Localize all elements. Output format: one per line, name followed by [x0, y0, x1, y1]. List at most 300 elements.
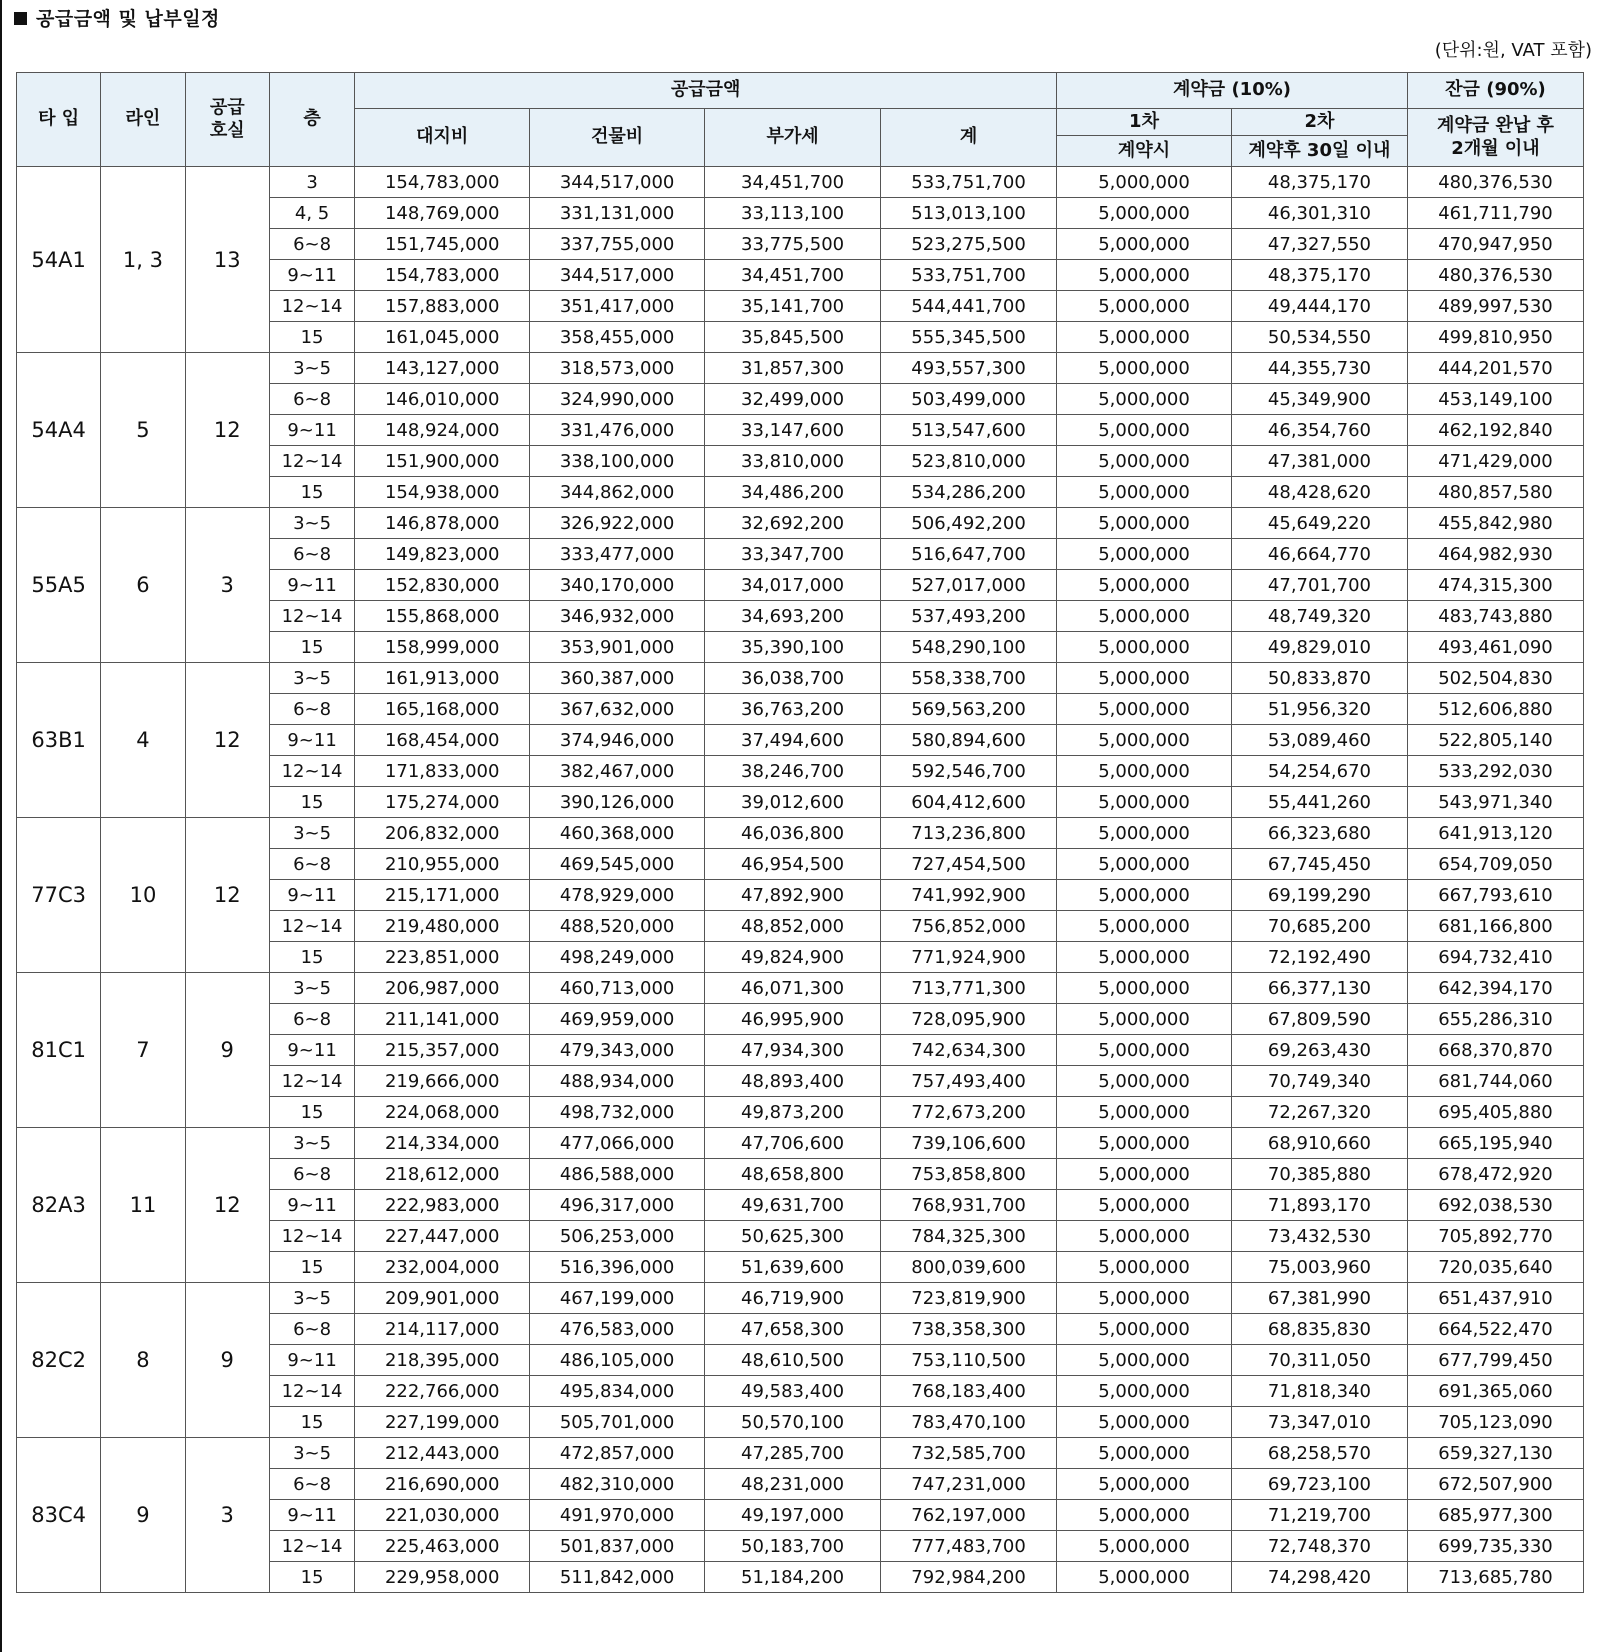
building-cost-cell: 506,253,000	[530, 1221, 705, 1252]
balance-cell: 664,522,470	[1407, 1314, 1583, 1345]
second-payment-cell: 54,254,670	[1231, 756, 1407, 787]
building-cost-cell: 353,901,000	[530, 632, 705, 663]
line-cell: 1, 3	[101, 167, 185, 353]
total-cell: 558,338,700	[881, 663, 1057, 694]
floor-cell: 6~8	[269, 539, 354, 570]
vat-cell: 34,017,000	[705, 570, 881, 601]
building-cost-cell: 367,632,000	[530, 694, 705, 725]
balance-cell: 677,799,450	[1407, 1345, 1583, 1376]
vat-cell: 50,625,300	[705, 1221, 881, 1252]
second-payment-cell: 71,818,340	[1231, 1376, 1407, 1407]
vat-cell: 34,693,200	[705, 601, 881, 632]
building-cost-cell: 516,396,000	[530, 1252, 705, 1283]
vat-cell: 34,486,200	[705, 477, 881, 508]
second-payment-cell: 69,263,430	[1231, 1035, 1407, 1066]
vat-cell: 47,658,300	[705, 1314, 881, 1345]
line-cell: 7	[101, 973, 185, 1128]
second-payment-cell: 68,258,570	[1231, 1438, 1407, 1469]
floor-cell: 12~14	[269, 601, 354, 632]
building-cost-cell: 460,368,000	[530, 818, 705, 849]
line-cell: 10	[101, 818, 185, 973]
header-land: 대지비	[355, 109, 530, 167]
vat-cell: 35,845,500	[705, 322, 881, 353]
total-cell: 723,819,900	[881, 1283, 1057, 1314]
table-row	[17, 353, 1584, 384]
land-cost-cell: 151,900,000	[355, 446, 530, 477]
building-cost-cell: 488,934,000	[530, 1066, 705, 1097]
floor-cell: 15	[269, 632, 354, 663]
second-payment-cell: 48,428,620	[1231, 477, 1407, 508]
header-units: 공급 호실	[185, 73, 269, 167]
building-cost-cell: 358,455,000	[530, 322, 705, 353]
first-payment-cell: 5,000,000	[1057, 198, 1232, 229]
land-cost-cell: 229,958,000	[355, 1562, 530, 1593]
building-cost-cell: 337,755,000	[530, 229, 705, 260]
land-cost-cell: 222,983,000	[355, 1190, 530, 1221]
vat-cell: 49,873,200	[705, 1097, 881, 1128]
vat-cell: 32,499,000	[705, 384, 881, 415]
header-vat: 부가세	[705, 109, 881, 167]
first-payment-cell: 5,000,000	[1057, 477, 1232, 508]
first-payment-cell: 5,000,000	[1057, 1407, 1232, 1438]
second-payment-cell: 44,355,730	[1231, 353, 1407, 384]
type-cell: 77C3	[17, 818, 101, 973]
floor-cell: 15	[269, 322, 354, 353]
line-cell: 4	[101, 663, 185, 818]
units-cell: 12	[185, 1128, 269, 1283]
second-payment-cell: 45,349,900	[1231, 384, 1407, 415]
total-cell: 513,013,100	[881, 198, 1057, 229]
balance-cell: 681,166,800	[1407, 911, 1583, 942]
table-row	[17, 167, 1584, 198]
total-cell: 771,924,900	[881, 942, 1057, 973]
total-cell: 768,183,400	[881, 1376, 1057, 1407]
second-payment-cell: 48,375,170	[1231, 167, 1407, 198]
land-cost-cell: 155,868,000	[355, 601, 530, 632]
vat-cell: 47,706,600	[705, 1128, 881, 1159]
second-payment-cell: 50,534,550	[1231, 322, 1407, 353]
units-cell: 12	[185, 353, 269, 508]
first-payment-cell: 5,000,000	[1057, 849, 1232, 880]
floor-cell: 15	[269, 942, 354, 973]
first-payment-cell: 5,000,000	[1057, 601, 1232, 632]
second-payment-cell: 53,089,460	[1231, 725, 1407, 756]
balance-cell: 499,810,950	[1407, 322, 1583, 353]
total-cell: 768,931,700	[881, 1190, 1057, 1221]
vat-cell: 37,494,600	[705, 725, 881, 756]
first-payment-cell: 5,000,000	[1057, 570, 1232, 601]
floor-cell: 15	[269, 1407, 354, 1438]
land-cost-cell: 171,833,000	[355, 756, 530, 787]
header-second: 2차	[1231, 109, 1407, 136]
table-row	[17, 1438, 1584, 1469]
total-cell: 732,585,700	[881, 1438, 1057, 1469]
floor-cell: 3~5	[269, 818, 354, 849]
first-payment-cell: 5,000,000	[1057, 291, 1232, 322]
total-cell: 784,325,300	[881, 1221, 1057, 1252]
total-cell: 756,852,000	[881, 911, 1057, 942]
vat-cell: 34,451,700	[705, 167, 881, 198]
floor-cell: 3~5	[269, 663, 354, 694]
square-bullet-icon	[14, 12, 27, 25]
land-cost-cell: 206,832,000	[355, 818, 530, 849]
total-cell: 580,894,600	[881, 725, 1057, 756]
total-cell: 800,039,600	[881, 1252, 1057, 1283]
balance-cell: 699,735,330	[1407, 1531, 1583, 1562]
balance-cell: 691,365,060	[1407, 1376, 1583, 1407]
building-cost-cell: 478,929,000	[530, 880, 705, 911]
balance-cell: 665,195,940	[1407, 1128, 1583, 1159]
second-payment-cell: 47,327,550	[1231, 229, 1407, 260]
total-cell: 534,286,200	[881, 477, 1057, 508]
type-cell: 54A1	[17, 167, 101, 353]
second-payment-cell: 68,910,660	[1231, 1128, 1407, 1159]
units-cell: 3	[185, 1438, 269, 1593]
building-cost-cell: 486,105,000	[530, 1345, 705, 1376]
first-payment-cell: 5,000,000	[1057, 1376, 1232, 1407]
floor-cell: 12~14	[269, 291, 354, 322]
floor-cell: 9~11	[269, 1035, 354, 1066]
building-cost-cell: 501,837,000	[530, 1531, 705, 1562]
balance-cell: 462,192,840	[1407, 415, 1583, 446]
header-type: 타 입	[17, 73, 101, 167]
floor-cell: 3	[269, 167, 354, 198]
vat-cell: 36,763,200	[705, 694, 881, 725]
balance-cell: 642,394,170	[1407, 973, 1583, 1004]
units-cell: 13	[185, 167, 269, 353]
balance-cell: 705,892,770	[1407, 1221, 1583, 1252]
second-payment-cell: 47,701,700	[1231, 570, 1407, 601]
balance-cell: 651,437,910	[1407, 1283, 1583, 1314]
second-payment-cell: 73,347,010	[1231, 1407, 1407, 1438]
land-cost-cell: 211,141,000	[355, 1004, 530, 1035]
total-cell: 503,499,000	[881, 384, 1057, 415]
total-cell: 762,197,000	[881, 1500, 1057, 1531]
second-payment-cell: 51,956,320	[1231, 694, 1407, 725]
vat-cell: 49,197,000	[705, 1500, 881, 1531]
vat-cell: 31,857,300	[705, 353, 881, 384]
total-cell: 772,673,200	[881, 1097, 1057, 1128]
first-payment-cell: 5,000,000	[1057, 880, 1232, 911]
balance-cell: 455,842,980	[1407, 508, 1583, 539]
vat-cell: 48,658,800	[705, 1159, 881, 1190]
balance-cell: 695,405,880	[1407, 1097, 1583, 1128]
first-payment-cell: 5,000,000	[1057, 942, 1232, 973]
land-cost-cell: 216,690,000	[355, 1469, 530, 1500]
building-cost-cell: 338,100,000	[530, 446, 705, 477]
balance-cell: 461,711,790	[1407, 198, 1583, 229]
first-payment-cell: 5,000,000	[1057, 1159, 1232, 1190]
first-payment-cell: 5,000,000	[1057, 1438, 1232, 1469]
total-cell: 569,563,200	[881, 694, 1057, 725]
total-cell: 555,345,500	[881, 322, 1057, 353]
second-payment-cell: 67,381,990	[1231, 1283, 1407, 1314]
balance-cell: 720,035,640	[1407, 1252, 1583, 1283]
building-cost-cell: 479,343,000	[530, 1035, 705, 1066]
balance-cell: 685,977,300	[1407, 1500, 1583, 1531]
building-cost-cell: 346,932,000	[530, 601, 705, 632]
header-first-sub: 계약시	[1057, 136, 1232, 167]
balance-cell: 444,201,570	[1407, 353, 1583, 384]
vat-cell: 35,390,100	[705, 632, 881, 663]
floor-cell: 3~5	[269, 1128, 354, 1159]
floor-cell: 9~11	[269, 1190, 354, 1221]
land-cost-cell: 227,199,000	[355, 1407, 530, 1438]
first-payment-cell: 5,000,000	[1057, 1562, 1232, 1593]
second-payment-cell: 71,219,700	[1231, 1500, 1407, 1531]
header-contract-group: 계약금 (10%)	[1057, 73, 1408, 109]
line-cell: 5	[101, 353, 185, 508]
land-cost-cell: 154,783,000	[355, 260, 530, 291]
vat-cell: 46,036,800	[705, 818, 881, 849]
land-cost-cell: 224,068,000	[355, 1097, 530, 1128]
total-cell: 739,106,600	[881, 1128, 1057, 1159]
vat-cell: 33,113,100	[705, 198, 881, 229]
vat-cell: 34,451,700	[705, 260, 881, 291]
floor-cell: 6~8	[269, 1469, 354, 1500]
vat-cell: 33,147,600	[705, 415, 881, 446]
total-cell: 544,441,700	[881, 291, 1057, 322]
header-second-sub: 계약후 30일 이내	[1231, 136, 1407, 167]
land-cost-cell: 157,883,000	[355, 291, 530, 322]
second-payment-cell: 68,835,830	[1231, 1314, 1407, 1345]
building-cost-cell: 469,545,000	[530, 849, 705, 880]
building-cost-cell: 390,126,000	[530, 787, 705, 818]
balance-cell: 667,793,610	[1407, 880, 1583, 911]
building-cost-cell: 467,199,000	[530, 1283, 705, 1314]
building-cost-cell: 476,583,000	[530, 1314, 705, 1345]
land-cost-cell: 161,913,000	[355, 663, 530, 694]
land-cost-cell: 214,334,000	[355, 1128, 530, 1159]
first-payment-cell: 5,000,000	[1057, 415, 1232, 446]
total-cell: 777,483,700	[881, 1531, 1057, 1562]
vat-cell: 33,810,000	[705, 446, 881, 477]
balance-cell: 668,370,870	[1407, 1035, 1583, 1066]
vat-cell: 38,246,700	[705, 756, 881, 787]
page-title-text: 공급금액 및 납부일정	[36, 8, 220, 30]
building-cost-cell: 486,588,000	[530, 1159, 705, 1190]
floor-cell: 3~5	[269, 353, 354, 384]
first-payment-cell: 5,000,000	[1057, 1500, 1232, 1531]
vat-cell: 51,639,600	[705, 1252, 881, 1283]
land-cost-cell: 212,443,000	[355, 1438, 530, 1469]
table-row	[17, 663, 1584, 694]
total-cell: 792,984,200	[881, 1562, 1057, 1593]
land-cost-cell: 143,127,000	[355, 353, 530, 384]
total-cell: 604,412,600	[881, 787, 1057, 818]
building-cost-cell: 351,417,000	[530, 291, 705, 322]
building-cost-cell: 498,249,000	[530, 942, 705, 973]
total-cell: 753,858,800	[881, 1159, 1057, 1190]
vat-cell: 48,852,000	[705, 911, 881, 942]
total-cell: 523,275,500	[881, 229, 1057, 260]
total-cell: 727,454,500	[881, 849, 1057, 880]
building-cost-cell: 331,476,000	[530, 415, 705, 446]
floor-cell: 6~8	[269, 849, 354, 880]
vat-cell: 32,692,200	[705, 508, 881, 539]
land-cost-cell: 151,745,000	[355, 229, 530, 260]
first-payment-cell: 5,000,000	[1057, 1531, 1232, 1562]
second-payment-cell: 72,748,370	[1231, 1531, 1407, 1562]
land-cost-cell: 209,901,000	[355, 1283, 530, 1314]
header-supply-group: 공급금액	[355, 73, 1057, 109]
vat-cell: 35,141,700	[705, 291, 881, 322]
floor-cell: 12~14	[269, 1531, 354, 1562]
units-cell: 12	[185, 663, 269, 818]
vat-cell: 51,184,200	[705, 1562, 881, 1593]
building-cost-cell: 331,131,000	[530, 198, 705, 229]
building-cost-cell: 344,862,000	[530, 477, 705, 508]
building-cost-cell: 344,517,000	[530, 167, 705, 198]
floor-cell: 6~8	[269, 384, 354, 415]
second-payment-cell: 55,441,260	[1231, 787, 1407, 818]
land-cost-cell: 223,851,000	[355, 942, 530, 973]
first-payment-cell: 5,000,000	[1057, 353, 1232, 384]
vat-cell: 48,610,500	[705, 1345, 881, 1376]
line-cell: 11	[101, 1128, 185, 1283]
land-cost-cell: 154,938,000	[355, 477, 530, 508]
land-cost-cell: 221,030,000	[355, 1500, 530, 1531]
floor-cell: 15	[269, 787, 354, 818]
building-cost-cell: 491,970,000	[530, 1500, 705, 1531]
first-payment-cell: 5,000,000	[1057, 787, 1232, 818]
building-cost-cell: 511,842,000	[530, 1562, 705, 1593]
vat-cell: 36,038,700	[705, 663, 881, 694]
balance-cell: 480,376,530	[1407, 167, 1583, 198]
total-cell: 728,095,900	[881, 1004, 1057, 1035]
balance-cell: 705,123,090	[1407, 1407, 1583, 1438]
first-payment-cell: 5,000,000	[1057, 508, 1232, 539]
type-cell: 55A5	[17, 508, 101, 663]
land-cost-cell: 146,010,000	[355, 384, 530, 415]
land-cost-cell: 175,274,000	[355, 787, 530, 818]
second-payment-cell: 70,385,880	[1231, 1159, 1407, 1190]
building-cost-cell: 344,517,000	[530, 260, 705, 291]
first-payment-cell: 5,000,000	[1057, 167, 1232, 198]
floor-cell: 9~11	[269, 1500, 354, 1531]
floor-cell: 15	[269, 1097, 354, 1128]
first-payment-cell: 5,000,000	[1057, 446, 1232, 477]
floor-cell: 9~11	[269, 880, 354, 911]
floor-cell: 12~14	[269, 911, 354, 942]
land-cost-cell: 219,666,000	[355, 1066, 530, 1097]
table-row	[17, 1128, 1584, 1159]
total-cell: 713,236,800	[881, 818, 1057, 849]
second-payment-cell: 67,745,450	[1231, 849, 1407, 880]
building-cost-cell: 360,387,000	[530, 663, 705, 694]
total-cell: 548,290,100	[881, 632, 1057, 663]
second-payment-cell: 66,377,130	[1231, 973, 1407, 1004]
first-payment-cell: 5,000,000	[1057, 632, 1232, 663]
floor-cell: 12~14	[269, 1066, 354, 1097]
balance-cell: 654,709,050	[1407, 849, 1583, 880]
total-cell: 742,634,300	[881, 1035, 1057, 1066]
floor-cell: 6~8	[269, 1159, 354, 1190]
first-payment-cell: 5,000,000	[1057, 1221, 1232, 1252]
first-payment-cell: 5,000,000	[1057, 1128, 1232, 1159]
building-cost-cell: 495,834,000	[530, 1376, 705, 1407]
building-cost-cell: 469,959,000	[530, 1004, 705, 1035]
page-title	[14, 4, 220, 31]
building-cost-cell: 482,310,000	[530, 1469, 705, 1500]
second-payment-cell: 46,664,770	[1231, 539, 1407, 570]
balance-cell: 483,743,880	[1407, 601, 1583, 632]
line-cell: 8	[101, 1283, 185, 1438]
second-payment-cell: 49,829,010	[1231, 632, 1407, 663]
units-cell: 3	[185, 508, 269, 663]
land-cost-cell: 168,454,000	[355, 725, 530, 756]
balance-cell: 512,606,880	[1407, 694, 1583, 725]
land-cost-cell: 165,168,000	[355, 694, 530, 725]
first-payment-cell: 5,000,000	[1057, 1345, 1232, 1376]
balance-cell: 453,149,100	[1407, 384, 1583, 415]
balance-cell: 470,947,950	[1407, 229, 1583, 260]
floor-cell: 6~8	[269, 1004, 354, 1035]
vat-cell: 50,183,700	[705, 1531, 881, 1562]
vat-cell: 46,954,500	[705, 849, 881, 880]
units-cell: 9	[185, 1283, 269, 1438]
total-cell: 592,546,700	[881, 756, 1057, 787]
vat-cell: 47,285,700	[705, 1438, 881, 1469]
header-balance-sub: 계약금 완납 후 2개월 이내	[1407, 109, 1583, 167]
land-cost-cell: 215,171,000	[355, 880, 530, 911]
second-payment-cell: 69,723,100	[1231, 1469, 1407, 1500]
first-payment-cell: 5,000,000	[1057, 260, 1232, 291]
first-payment-cell: 5,000,000	[1057, 818, 1232, 849]
second-payment-cell: 46,354,760	[1231, 415, 1407, 446]
floor-cell: 4, 5	[269, 198, 354, 229]
balance-cell: 713,685,780	[1407, 1562, 1583, 1593]
balance-cell: 502,504,830	[1407, 663, 1583, 694]
second-payment-cell: 70,685,200	[1231, 911, 1407, 942]
second-payment-cell: 75,003,960	[1231, 1252, 1407, 1283]
first-payment-cell: 5,000,000	[1057, 1314, 1232, 1345]
land-cost-cell: 219,480,000	[355, 911, 530, 942]
vat-cell: 33,775,500	[705, 229, 881, 260]
balance-cell: 480,857,580	[1407, 477, 1583, 508]
land-cost-cell: 154,783,000	[355, 167, 530, 198]
land-cost-cell: 232,004,000	[355, 1252, 530, 1283]
header-first: 1차	[1057, 109, 1232, 136]
first-payment-cell: 5,000,000	[1057, 756, 1232, 787]
land-cost-cell: 148,924,000	[355, 415, 530, 446]
supply-price-table	[16, 72, 1584, 1593]
floor-cell: 9~11	[269, 260, 354, 291]
line-cell: 6	[101, 508, 185, 663]
second-payment-cell: 69,199,290	[1231, 880, 1407, 911]
first-payment-cell: 5,000,000	[1057, 973, 1232, 1004]
balance-cell: 543,971,340	[1407, 787, 1583, 818]
table-row	[17, 1283, 1584, 1314]
first-payment-cell: 5,000,000	[1057, 1469, 1232, 1500]
total-cell: 713,771,300	[881, 973, 1057, 1004]
building-cost-cell: 340,170,000	[530, 570, 705, 601]
floor-cell: 12~14	[269, 756, 354, 787]
land-cost-cell: 225,463,000	[355, 1531, 530, 1562]
land-cost-cell: 218,612,000	[355, 1159, 530, 1190]
land-cost-cell: 214,117,000	[355, 1314, 530, 1345]
floor-cell: 12~14	[269, 446, 354, 477]
first-payment-cell: 5,000,000	[1057, 1252, 1232, 1283]
second-payment-cell: 73,432,530	[1231, 1221, 1407, 1252]
vat-cell: 49,583,400	[705, 1376, 881, 1407]
land-cost-cell: 146,878,000	[355, 508, 530, 539]
land-cost-cell: 227,447,000	[355, 1221, 530, 1252]
second-payment-cell: 48,375,170	[1231, 260, 1407, 291]
land-cost-cell: 206,987,000	[355, 973, 530, 1004]
total-cell: 747,231,000	[881, 1469, 1057, 1500]
second-payment-cell: 67,809,590	[1231, 1004, 1407, 1035]
